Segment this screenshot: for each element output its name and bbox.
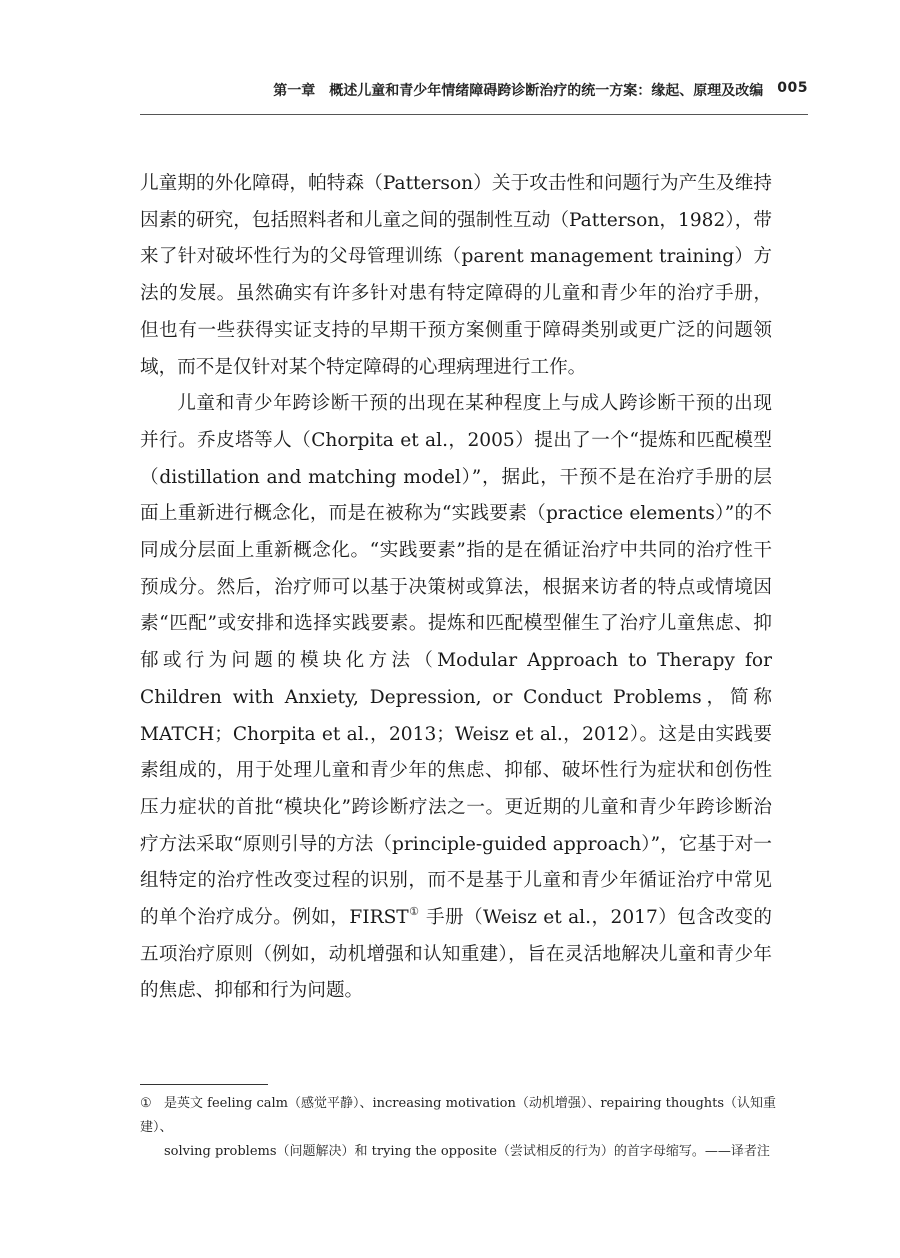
footnote-divider [140, 1084, 268, 1085]
paragraph-1: 儿童期的外化障碍，帕特森（Patterson）关于攻击性和问题行为产生及维持因素的研究，包括照料者和儿童之间的强制性互动（Patterson，1982），带来了针对破坏性行为的父母管理训练（parent management training）方法的发展。虽然确实有许多针对患有特定障碍的儿童和青少年的治疗手册，但也有一些获得实证支持的早期干预方案侧重于障碍类别或更广泛的问题领域，而不是仅针对某个特定障碍的心理病理进行工作。 [140, 173, 772, 378]
main-text [140, 166, 772, 1010]
chapter-title: 第一章 概述儿童和青少年情绪障碍跨诊断治疗的统一方案：缘起、原理及改编 [273, 83, 764, 99]
footnote-reference: ① [408, 905, 420, 919]
running-header [140, 80, 808, 115]
page-number: 005 [777, 80, 808, 96]
paragraph-2-text-b: 手册（Weisz et al.，2017）包含改变的五项治疗原则（例如，动机增强和认知重建），旨在灵活地解决儿童和青少年的焦虑、抑郁和行为问题。 [140, 907, 772, 1002]
footnote-line-2: solving problems（问题解决）和 trying the opposite（尝试相反的行为）的首字母缩写。——译者注 [164, 1144, 770, 1159]
footnote-line-1: 是英文 feeling calm（感觉平静）、increasing motivation（动机增强）、repairing thoughts（认知重建）、 [140, 1096, 777, 1135]
footnote [140, 1092, 780, 1164]
paragraph-2 [140, 386, 772, 1010]
footnote-mark: ① [140, 1096, 152, 1111]
paragraph-2-text-a: 儿童和青少年跨诊断干预的出现在某种程度上与成人跨诊断干预的出现并行。乔皮塔等人（Chorpita et al.，2005）提出了一个“提炼和匹配模型（distillation and matching model）”，据此，干预不是在治疗手册的层面上重新进行概念化，而是在被称为“实践要素（practice elements）”的不同成分层面上重新概念化。“实践要素”指的是在循证治疗中共同的治疗性干预成分。然后，治疗师可以基于决策树或算法，根据来访者的特点或情境因素“匹配”或安排和选择实践要素。提炼和匹配模型催生了治疗儿童焦虑、抑郁或行为问题的模块化方法（Modular Approach to Therapy for Children with Anxiety, Depression, or Conduct Problems，简称 MATCH；Chorpita et al.，2013；Weisz et al.，2012）。这是由实践要素组成的，用于处理儿童和青少年的焦虑、抑郁、破坏性行为症状和创伤性压力症状的首批“模块化”跨诊断疗法之一。更近期的儿童和青少年跨诊断治疗方法采取“原则引导的方法（principle-guided approach）”，它基于对一组特定的治疗性改变过程的识别，而不是基于儿童和青少年循证治疗中常见的单个治疗成分。例如，FIRST [140, 393, 772, 929]
